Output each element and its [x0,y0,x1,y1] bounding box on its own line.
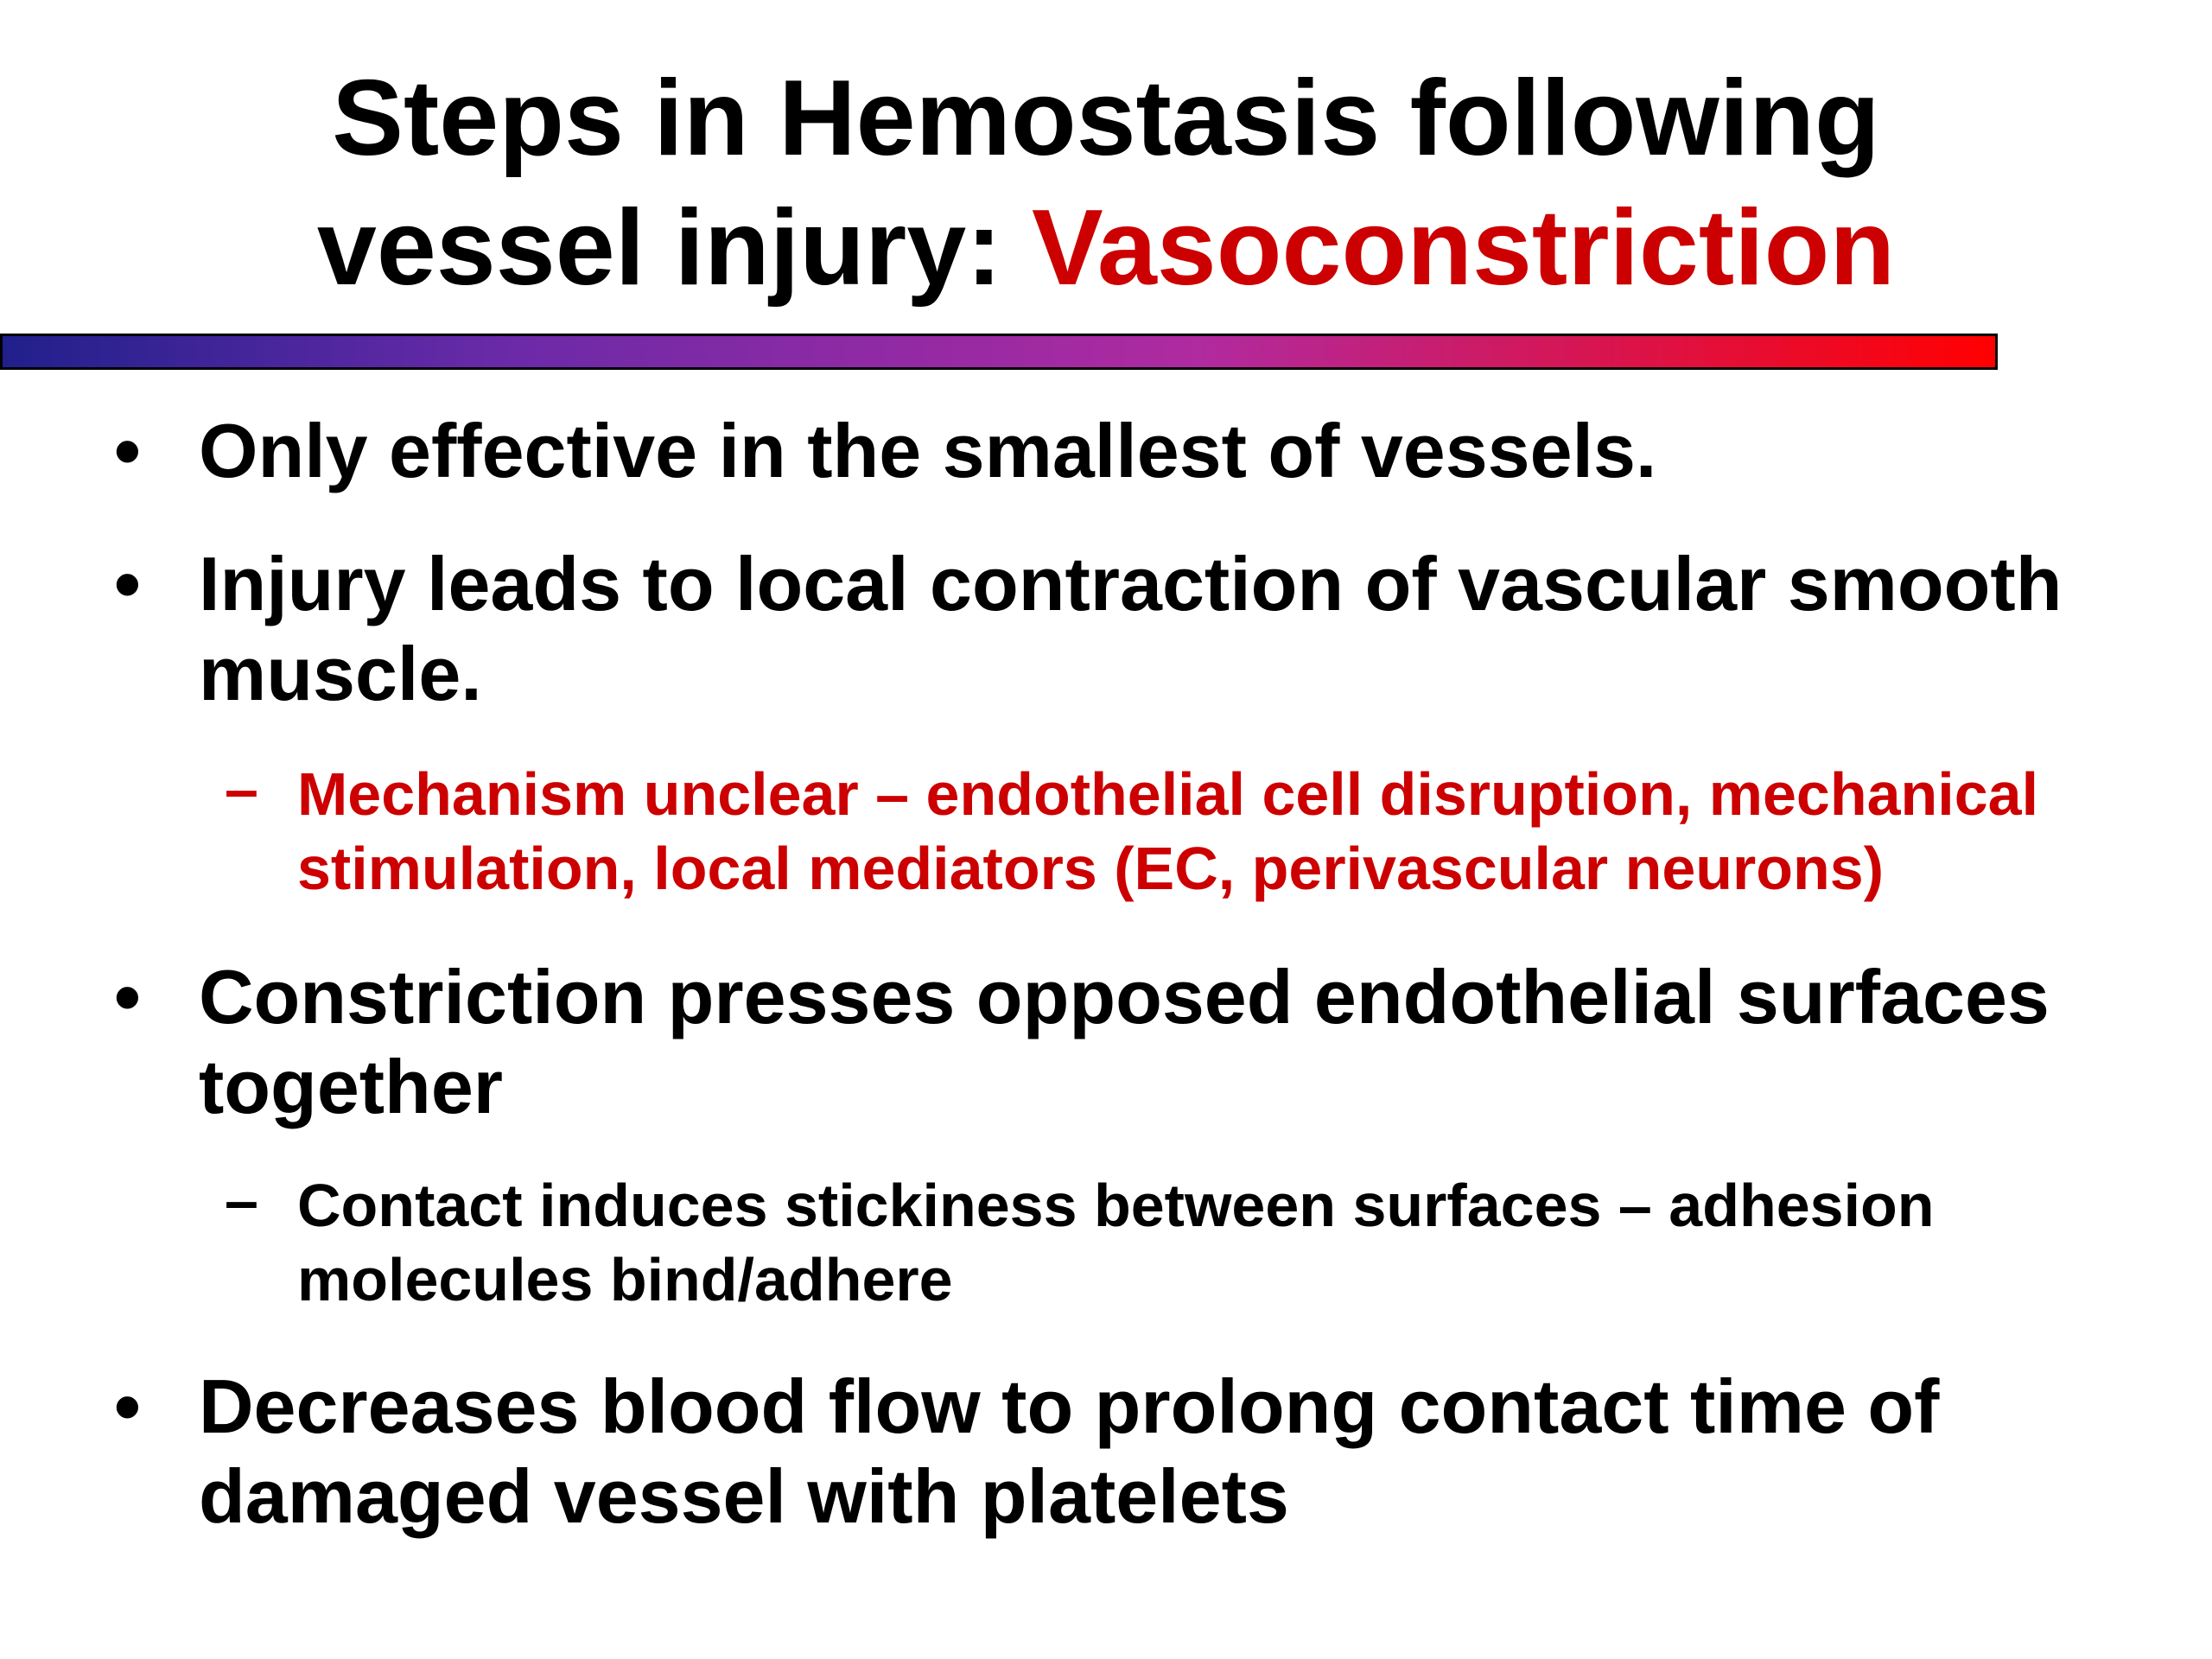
bullet-text: Only effective in the smallest of vessels. [199,408,1657,493]
dash-icon: – [225,755,258,823]
sub-bullet-item-2 [225,1166,2112,1317]
bullet-text: Injury leads to local contraction of vascular smooth muscle. [199,541,2063,716]
bullet-dot-icon: • [114,408,141,493]
dash-icon: – [225,1166,258,1234]
title-accent-word: Vasoconstriction [1031,188,1896,308]
bullet-dot-icon: • [114,1363,141,1449]
sub-bullet-item-1 [225,755,2112,906]
bullet-item-3 [114,952,2082,1132]
sub-bullet-text: Contact induces stickiness between surfaces – adhesion molecules bind/adhere [297,1172,1935,1313]
title-line-2-prefix: vessel injury: [316,188,1032,308]
bullet-item-4 [114,1362,2082,1541]
bullet-dot-icon: • [114,541,141,626]
title-line-1: Steps in Hemostasis following [332,59,1880,178]
bullet-item-2 [114,539,2082,719]
bullet-item-1 [114,406,2082,496]
sub-bullet-text: Mechanism unclear – endothelial cell disruption, mechanical stimulation, local mediators (EC, perivascular neurons) [297,760,2039,902]
bullet-dot-icon: • [114,954,141,1039]
bullet-text: Constriction presses opposed endothelial surfaces together [199,954,2050,1129]
bullet-text: Decreases blood flow to prolong contact time of damaged vessel with platelets [199,1363,1940,1539]
